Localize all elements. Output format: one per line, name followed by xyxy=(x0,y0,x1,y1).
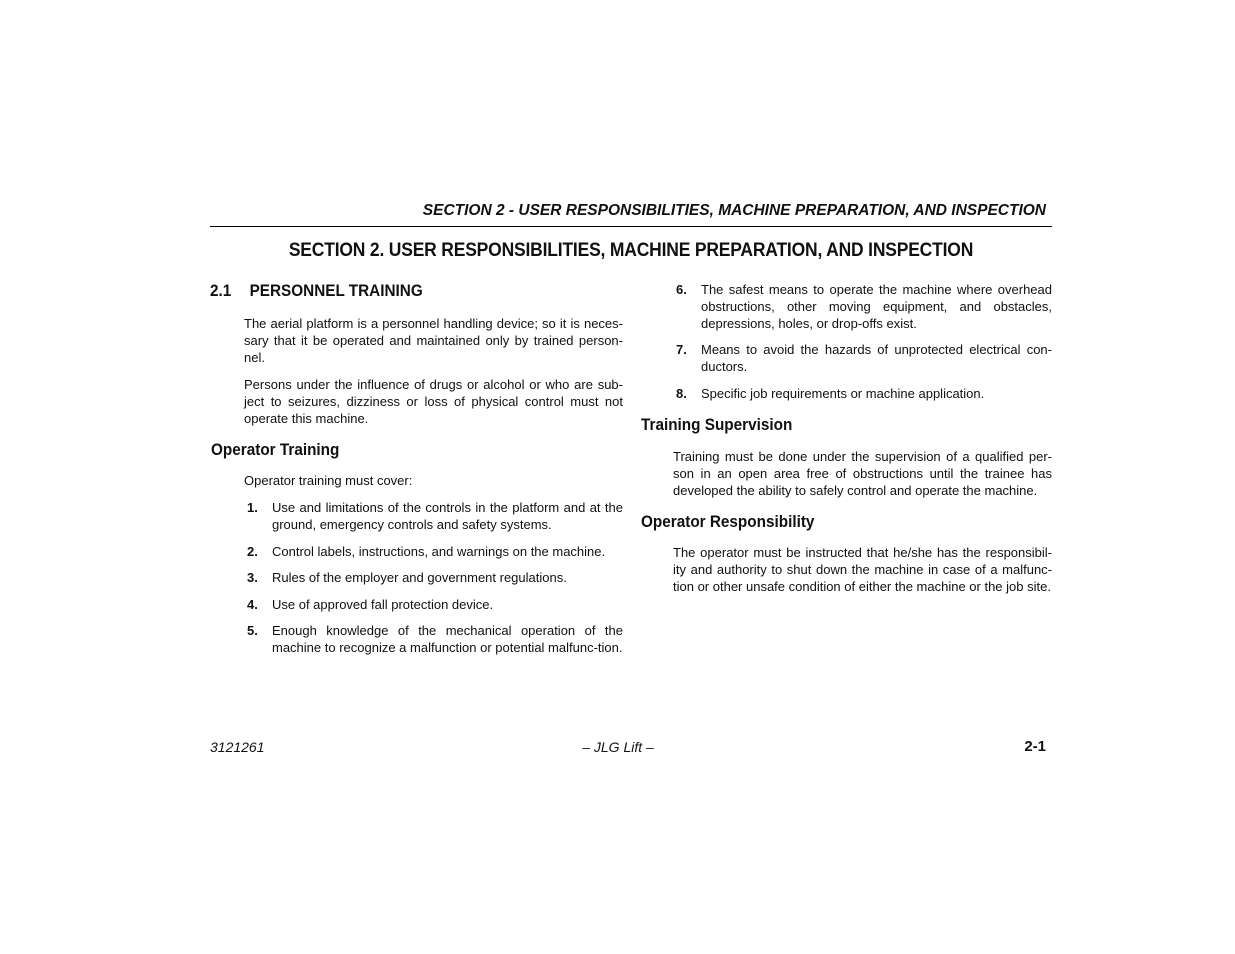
paragraph-personnel-1: The aerial platform is a personnel handling device; so it is neces-sary that it be operated and maintained only by trained person-nel. xyxy=(244,316,623,366)
list-item xyxy=(247,596,623,613)
list-item xyxy=(247,622,623,656)
header-rule xyxy=(210,226,1052,227)
footer-center: – JLG Lift – xyxy=(582,739,654,755)
list-text: Use of approved fall protection device. xyxy=(272,597,494,612)
heading-text: PERSONNEL TRAINING xyxy=(249,281,423,300)
list-number: 5. xyxy=(247,623,258,638)
list-text: Means to avoid the hazards of unprotected electrical con-ductors. xyxy=(701,342,1052,375)
section-title: SECTION 2. USER RESPONSIBILITIES, MACHINE PREPARATION, AND INSPECTION xyxy=(288,240,974,261)
running-head: SECTION 2 - USER RESPONSIBILITIES, MACHINE PREPARATION, AND INSPECTION xyxy=(422,202,1046,219)
list-item xyxy=(676,281,1052,333)
list-number: 3. xyxy=(247,570,258,585)
list-item xyxy=(247,543,623,560)
list-text: Rules of the employer and government regulations. xyxy=(272,570,567,585)
list-item xyxy=(676,341,1052,375)
operator-training-intro: Operator training must cover: xyxy=(244,473,413,488)
heading-number: 2.1 xyxy=(210,281,232,300)
footer-doc-number: 3121261 xyxy=(210,739,265,755)
list-number: 8. xyxy=(676,386,687,401)
heading-operator-training: Operator Training xyxy=(211,440,340,459)
list-number: 6. xyxy=(676,282,687,297)
list-item xyxy=(676,385,1052,402)
list-text: Control labels, instructions, and warnings on the machine. xyxy=(272,544,606,559)
list-text: Specific job requirements or machine application. xyxy=(701,386,985,401)
operator-responsibility-text: The operator must be instructed that he/she has the responsibil-ity and authority to shut down the machine in case of a malfunc-tion or other unsafe condition of either the machine or the job site. xyxy=(673,545,1052,595)
list-number: 7. xyxy=(676,342,687,357)
heading-training-supervision: Training Supervision xyxy=(641,415,793,434)
heading-personnel-training xyxy=(210,281,423,301)
list-item xyxy=(247,499,623,533)
list-item xyxy=(247,569,623,586)
list-number: 2. xyxy=(247,544,258,559)
footer-page-number: 2-1 xyxy=(1024,738,1046,755)
heading-operator-responsibility: Operator Responsibility xyxy=(641,512,815,531)
paragraph-personnel-2: Persons under the influence of drugs or alcohol or who are sub-ject to seizures, dizziness or loss of physical control must not operate this machine. xyxy=(244,377,623,427)
list-text: Enough knowledge of the mechanical operation of the machine to recognize a malfunction or potential malfunc-tion. xyxy=(272,623,623,656)
training-supervision-text: Training must be done under the supervision of a qualified per-son in an open area free of obstructions until the trainee has developed the ability to safely control and operate the machine. xyxy=(673,449,1052,499)
list-text: The safest means to operate the machine where overhead obstructions, other moving equipment, and obstacles, depressions, holes, or drop-offs exist. xyxy=(701,282,1052,332)
list-number: 4. xyxy=(247,597,258,612)
list-text: Use and limitations of the controls in the platform and at the ground, emergency controls and safety systems. xyxy=(272,500,623,533)
list-number: 1. xyxy=(247,500,258,515)
